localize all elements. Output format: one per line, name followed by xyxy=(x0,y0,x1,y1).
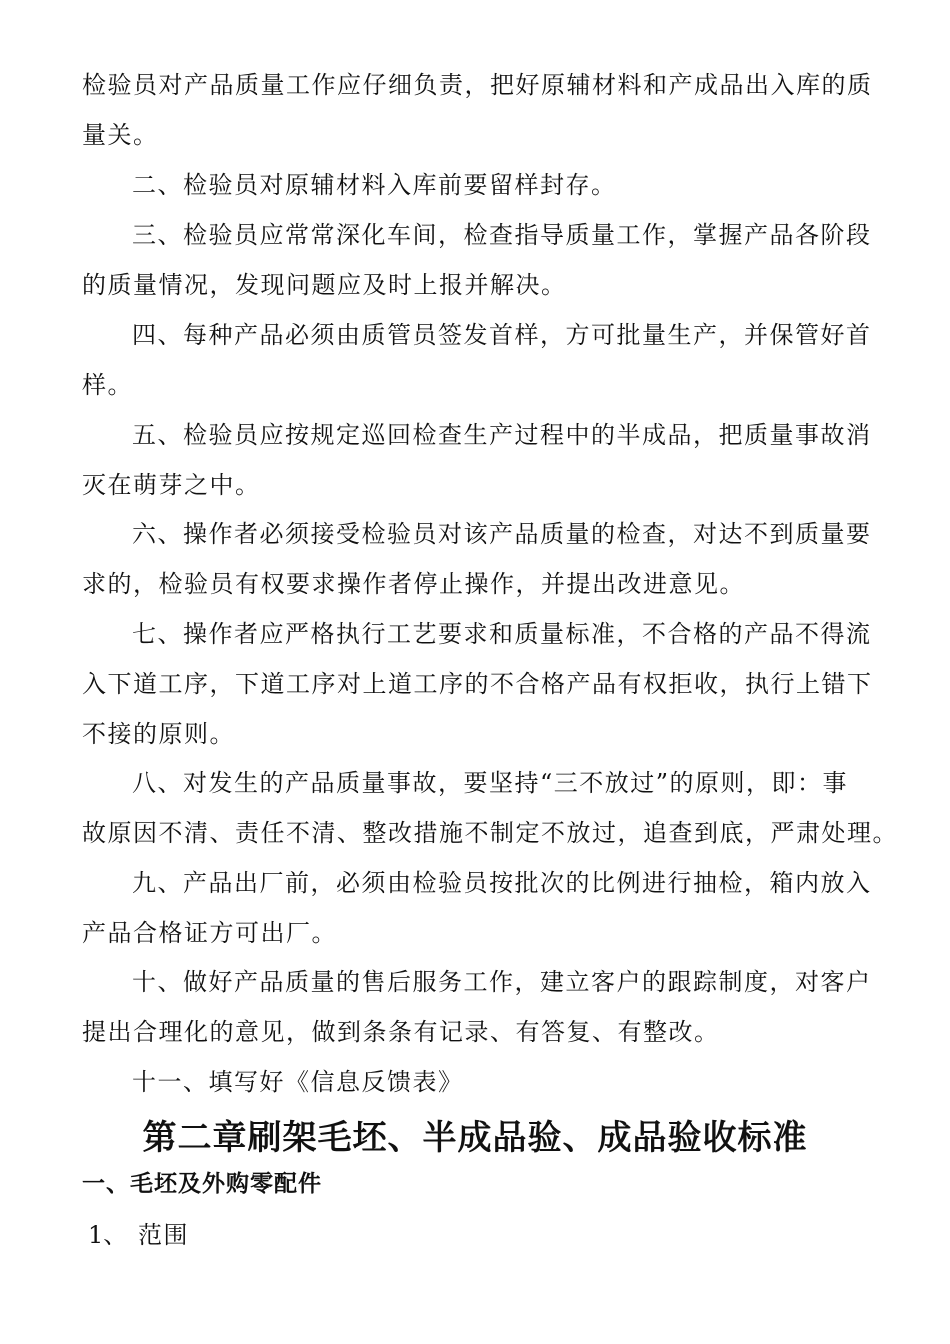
paragraph-1-line-2: 量关。 xyxy=(82,121,159,149)
chapter-title: 第二章刷架毛坯、半成品验、成品验收标准 xyxy=(142,1118,808,1158)
paragraph-10-line-2: 提出合理化的意见，做到条条有记录、有答复、有整改。 xyxy=(82,1018,720,1046)
paragraph-4-line-2: 样。 xyxy=(82,371,133,399)
section-title: 一、毛坯及外购零配件 xyxy=(82,1171,322,1197)
paragraph-4-line-1: 四、每种产品必须由质管员签发首样，方可批量生产，并保管好首 xyxy=(132,321,872,349)
paragraph-7-line-1: 七、操作者应严格执行工艺要求和质量标准，不合格的产品不得流 xyxy=(132,620,872,648)
paragraph-3-line-1: 三、检验员应常常深化车间，检查指导质量工作，掌握产品各阶段 xyxy=(132,221,872,249)
subsection-label: 范围 xyxy=(138,1221,189,1249)
paragraph-5-line-1: 五、检验员应按规定巡回检查生产过程中的半成品，把质量事故消 xyxy=(132,421,872,449)
paragraph-6-line-2: 求的，检验员有权要求操作者停止操作，并提出改进意见。 xyxy=(82,570,745,598)
paragraph-1-line-1: 检验员对产品质量工作应仔细负责，把好原辅材料和产成品出入库的质 xyxy=(82,71,873,99)
paragraph-8-line-1: 八、对发生的产品质量事故，要坚持“三不放过”的原则，即：事 xyxy=(132,769,849,797)
paragraph-9-line-2: 产品合格证方可出厂。 xyxy=(82,919,337,947)
paragraph-2-line-1: 二、检验员对原辅材料入库前要留样封存。 xyxy=(132,171,617,199)
paragraph-10-line-1: 十、做好产品质量的售后服务工作，建立客户的跟踪制度，对客户 xyxy=(132,968,872,996)
paragraph-7-line-3: 不接的原则。 xyxy=(82,720,235,748)
paragraph-8-line-2: 故原因不清、责任不清、整改措施不制定不放过，追查到底，严肃处理。 xyxy=(82,819,898,847)
paragraph-5-line-2: 灭在萌芽之中。 xyxy=(82,471,261,499)
paragraph-9-line-1: 九、产品出厂前，必须由检验员按批次的比例进行抽检，箱内放入 xyxy=(132,869,872,897)
subsection-number: 1、 xyxy=(88,1221,128,1249)
paragraph-6-line-1: 六、操作者必须接受检验员对该产品质量的检查，对达不到质量要 xyxy=(132,520,872,548)
paragraph-11-line-1: 十一、填写好《信息反馈表》 xyxy=(132,1068,464,1096)
paragraph-3-line-2: 的质量情况，发现问题应及时上报并解决。 xyxy=(82,271,567,299)
paragraph-7-line-2: 入下道工序，下道工序对上道工序的不合格产品有权拒收，执行上错下 xyxy=(82,670,873,698)
